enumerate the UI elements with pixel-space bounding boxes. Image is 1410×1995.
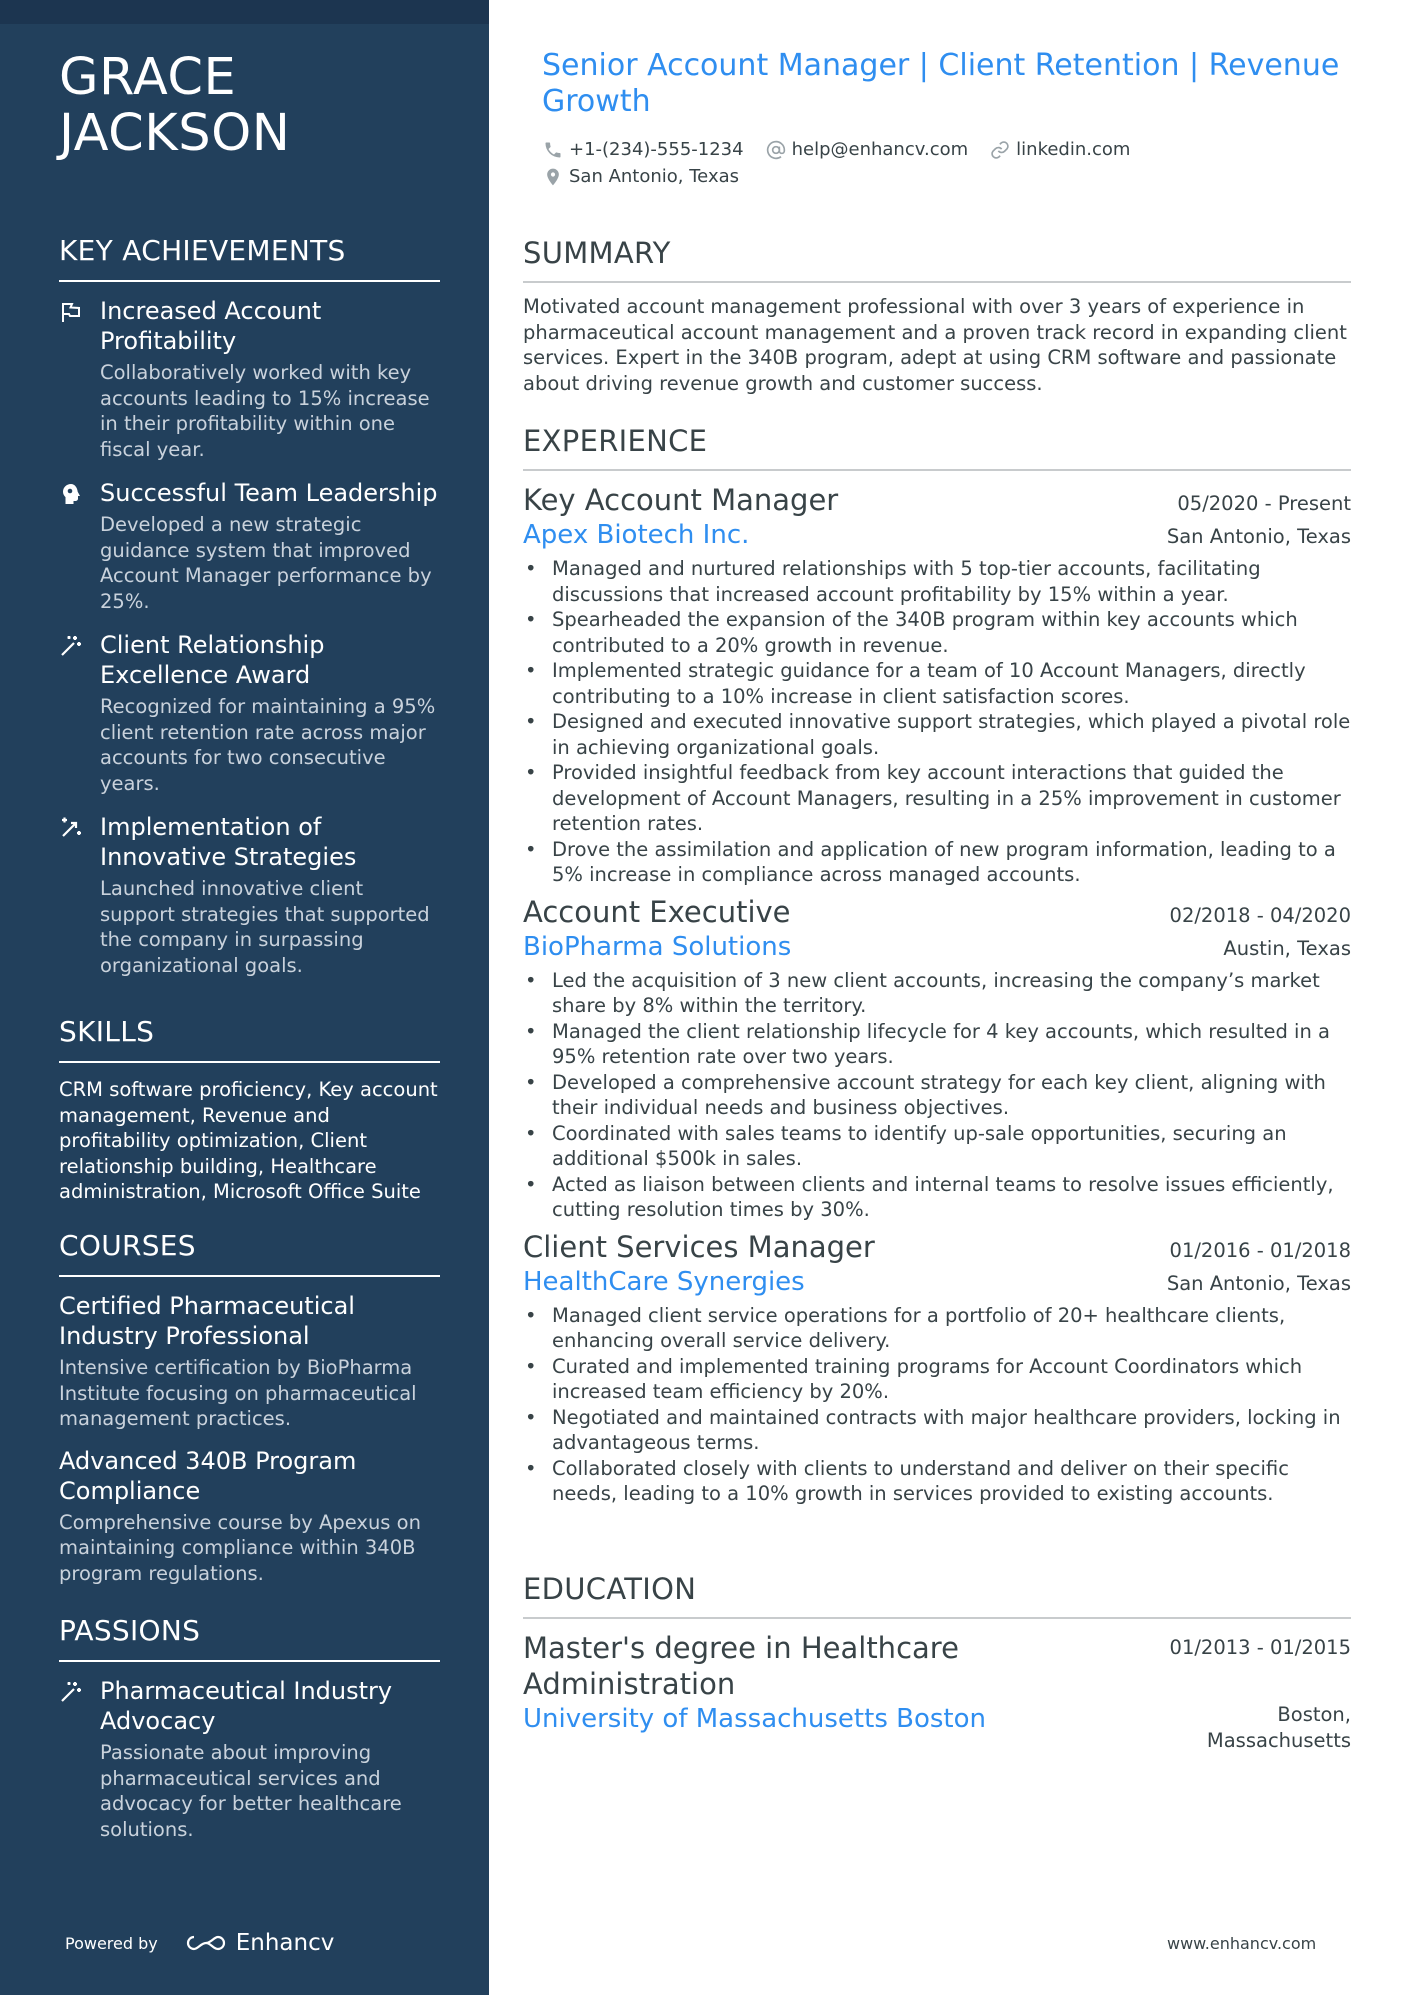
bullet-item: • Negotiated and maintained contracts with major healthcare providers, locking in advantageous terms. [523,1405,1351,1456]
course-item [59,1291,440,1432]
bullet-item: • Drove the assimilation and application of new program information, leading to a 5% increase in compliance across managed accounts. [523,837,1351,888]
achievement-item [59,630,440,796]
at-icon [766,140,786,160]
job-dates: 02/2018 - 04/2020 [1169,903,1351,927]
passions-section [59,1614,440,1858]
job-dates: 05/2020 - Present [1177,492,1351,515]
linkedin-contact[interactable] [990,136,1130,163]
company-name: HealthCare Synergies [523,1266,805,1297]
magic-wand-icon [59,634,85,660]
section-heading: EDUCATION [523,1572,1351,1619]
job-title: Client Services Manager [523,1229,875,1264]
course-title: Advanced 340B Program Compliance [59,1446,357,1505]
bullet-item: • Managed client service operations for a portfolio of 20+ healthcare clients, enhancing overall service delivery. [523,1303,1351,1354]
email-address: help@enhancv.com [791,139,969,160]
bullet-item: • Collaborated closely with clients to understand and deliver on their specific needs, leading to a 10% growth in services provided to existing accounts. [523,1456,1351,1507]
degree-title: Master's degree in Healthcare Administration [523,1631,959,1701]
bullet-item: • Managed and nurtured relationships with 5 top-tier accounts, facilitating discussions that increased account profitability by 15% within a year. [523,556,1351,607]
achievement-item [59,478,440,614]
bullet-item: • Led the acquisition of 3 new client accounts, increasing the company’s market share by 8% within the territory. [523,968,1351,1019]
last-name: JACKSON [59,104,291,163]
company-name: BioPharma Solutions [523,931,792,962]
achievement-description: Launched innovative client support strategies that supported the company in surpassing organizational goals. [100,877,430,977]
enhancv-brand-name: Enhancv [235,1930,335,1956]
enhancv-logo[interactable] [184,1930,335,1956]
phone-icon [543,140,563,160]
course-item [59,1446,440,1587]
job-entry [523,1229,1351,1507]
headline: Senior Account Manager | Client Retention | Revenue Growth [542,48,1340,119]
passion-description: Passionate about improving pharmaceutical services and advocacy for better healthcare solutions. [100,1741,402,1841]
course-description: Intensive certification by BioPharma Institute focusing on pharmaceutical management practices. [59,1356,417,1430]
candidate-name [59,50,459,162]
enhancv-logo-icon [184,1931,228,1955]
job-bullets [523,968,1351,1223]
phone-contact[interactable] [543,136,744,163]
skills-section [59,1015,440,1205]
achievement-description: Developed a new strategic guidance system that improved Account Manager performance by 25%. [100,513,432,613]
achievement-item [59,812,440,978]
footer-website[interactable]: www.enhancv.com [1167,1934,1317,1953]
linkedin-url: linkedin.com [1016,139,1131,160]
job-title: Account Executive [523,894,791,929]
experience-section [523,424,1351,1513]
achievement-title: Successful Team Leadership [100,479,438,507]
education-dates: 01/2013 - 01/2015 [1169,1636,1351,1659]
company-name: Apex Biotech Inc. [523,520,750,550]
job-location: San Antonio, Texas [1166,1271,1351,1295]
location-pin-icon [543,167,563,187]
job-title: Key Account Manager [523,483,839,517]
sidebar [0,0,489,1995]
powered-by-label: Powered by [65,1933,158,1953]
job-entry [523,482,1351,888]
location-text: San Antonio, Texas [569,166,739,187]
achievement-title: Implementation of Innovative Strategies [100,813,357,871]
flag-icon [59,300,85,326]
achievement-description: Collaboratively worked with key accounts leading to 15% increase in their profitability within one fiscal year. [100,361,430,461]
powered-by [65,1930,334,1956]
section-heading: EXPERIENCE [523,424,1351,471]
education-location: Boston, Massachusetts [1206,1703,1351,1752]
key-achievements-section [59,234,440,994]
bullet-item: • Developed a comprehensive account strategy for each key client, aligning with their individual needs and business objectives. [523,1070,1351,1121]
sidebar-top-band [0,0,489,24]
email-contact[interactable] [766,136,969,163]
section-heading: PASSIONS [59,1614,440,1662]
job-bullets [523,556,1351,888]
bullet-item: • Curated and implemented training programs for Account Coordinators which increased team efficiency by 20%. [523,1354,1351,1405]
achievement-title: Increased Account Profitability [100,297,322,355]
bullet-item: • Implemented strategic guidance for a team of 10 Account Managers, directly contributing to a 10% increase in client satisfaction scores. [523,658,1351,709]
courses-section [59,1229,440,1600]
achievement-item [59,296,440,462]
job-location: Austin, Texas [1223,936,1351,960]
bullet-item: • Acted as liaison between clients and internal teams to resolve issues efficiently, cutting resolution times by 30%. [523,1172,1351,1223]
achievement-description: Recognized for maintaining a 95% client retention rate across major accounts for two consecutive years. [100,695,436,795]
job-entry [523,894,1351,1223]
education-section [523,1572,1351,1753]
location-contact [543,163,739,190]
passion-item [59,1676,440,1842]
achievement-title: Client Relationship Excellence Award [100,631,325,689]
bullet-item: • Managed the client relationship lifecycle for 4 key accounts, which resulted in a 95% retention rate over two years. [523,1019,1351,1070]
job-location: San Antonio, Texas [1166,525,1351,548]
bullet-item: • Spearheaded the expansion of the 340B program within key accounts which contributed to a 20% growth in revenue. [523,607,1351,658]
summary-section [523,236,1351,396]
brain-head-icon [59,482,85,508]
innovation-icon [59,816,85,842]
section-heading: SKILLS [59,1015,440,1063]
course-description: Comprehensive course by Apexus on maintaining compliance within 340B program regulations. [59,1510,421,1585]
section-heading: COURSES [59,1229,440,1277]
job-dates: 01/2016 - 01/2018 [1169,1238,1351,1262]
link-icon [990,140,1010,160]
summary-text: Motivated account management professional with over 3 years of experience in pharmaceutical account management and a proven track record in expanding client services. Expert in the 340B program, adept at using CRM software and passionate about driving revenue growth and customer success. [523,295,1347,395]
phone-number: +1-(234)-555-1234 [569,139,744,160]
passion-title: Pharmaceutical Industry Advocacy [100,1677,393,1735]
course-title: Certified Pharmaceutical Industry Professional [59,1292,355,1350]
section-heading: KEY ACHIEVEMENTS [59,234,440,282]
skills-list: CRM software proficiency, Key account management, Revenue and profitability optimization, Client relationship building, Healthcare administration, Microsoft Office Suite [59,1078,438,1203]
first-name: GRACE [59,48,237,107]
bullet-item: • Coordinated with sales teams to identify up-sale opportunities, securing an additional $500k in sales. [523,1121,1351,1172]
contact-info [543,136,1343,190]
bullet-item: • Provided insightful feedback from key account interactions that guided the development of Account Managers, resulting in a 25% improvement in customer retention rates. [523,760,1351,837]
job-bullets [523,1303,1351,1507]
school-name: University of Massachusetts Boston [523,1704,986,1734]
bullet-item: • Designed and executed innovative support strategies, which played a pivotal role in achieving organizational goals. [523,709,1351,760]
magic-wand-icon [59,1680,85,1706]
section-heading: SUMMARY [523,236,1351,283]
